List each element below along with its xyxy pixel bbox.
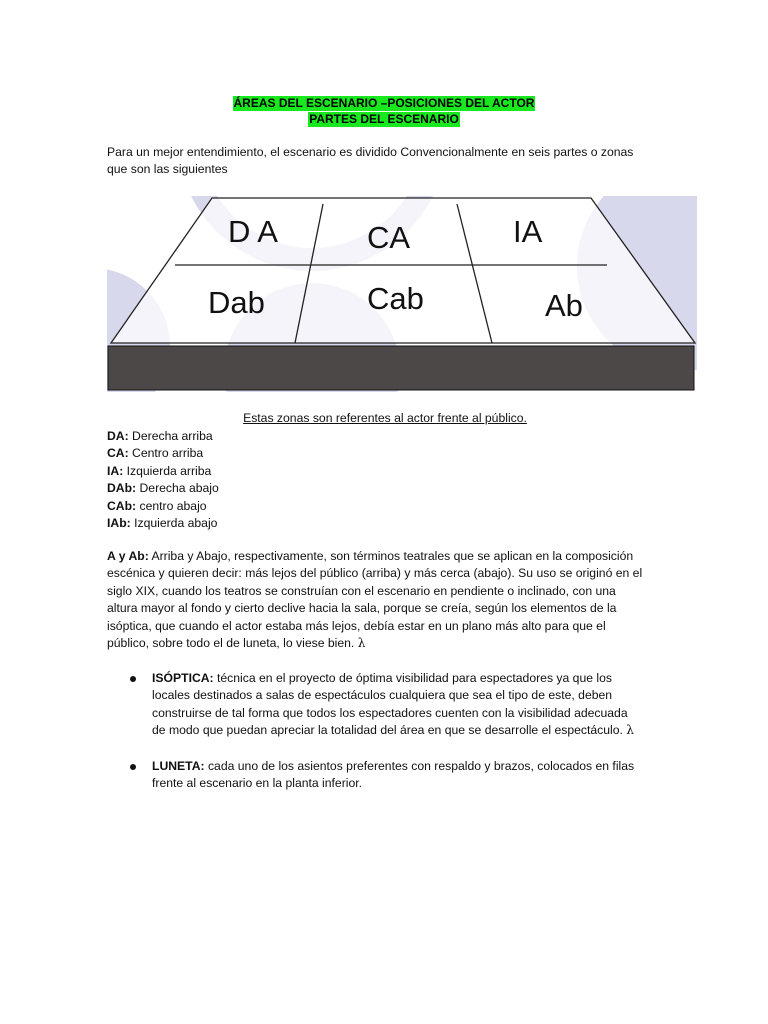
- legend-item: [107, 498, 407, 515]
- term-isoptica: ISÓPTICA:: [152, 671, 214, 685]
- legend-abbr: DA:: [107, 429, 129, 443]
- zones-caption: Estas zonas son referentes al actor frente al público.: [243, 411, 527, 425]
- zone-label-dab: Dab: [208, 285, 265, 320]
- paragraph-text: público, sobre todo el de luneta, lo viese bien.: [107, 636, 358, 651]
- paragraph-line: [107, 548, 655, 565]
- zone-label-ab: Ab: [545, 288, 583, 323]
- paragraph-text: Arriba y Abajo, respectivamente, son términos teatrales que se aplican en la composición: [148, 549, 634, 563]
- arriba-abajo-paragraph: [107, 548, 655, 652]
- legend-text: Centro arriba: [128, 446, 204, 461]
- paragraph-line: escénica y quieren decir: más lejos del público (arriba) y más cerca (abajo). Su uso se originó en el: [107, 566, 643, 581]
- legend-abbr: CAb:: [107, 498, 137, 513]
- title-line-1: ÁREAS DEL ESCENARIO –POSICIONES DEL ACTOR: [233, 96, 535, 110]
- paragraph-text: técnica en el proyecto de óptima visibilidad para espectadores ya que los: [213, 671, 612, 685]
- term-a-y-ab: A y Ab:: [107, 549, 149, 563]
- bullet-dot: [130, 764, 136, 770]
- legend-text: centro abajo: [136, 498, 207, 513]
- title-line-2: PARTES DEL ESCENARIO: [309, 112, 459, 126]
- legend-item: [107, 428, 407, 445]
- paragraph-line: [152, 670, 663, 687]
- lambda-symbol: λ: [626, 723, 635, 738]
- legend-abbr: CA:: [107, 446, 129, 461]
- stage-apron: [108, 346, 694, 390]
- legend-item: [107, 463, 407, 480]
- legend-text: Izquierda abajo: [130, 516, 218, 531]
- legend-item: [107, 480, 407, 497]
- list-item-isoptica: [107, 670, 663, 740]
- legend-abbr: DAb:: [107, 481, 137, 496]
- lambda-symbol: λ: [357, 636, 366, 651]
- paragraph-line: siglo XIX, cuando los teatros se construían con el escenario en pendiente o inclinado, con una: [107, 583, 616, 598]
- legend-text: Derecha arriba: [128, 429, 213, 443]
- legend-text: Derecha abajo: [136, 481, 219, 496]
- paragraph-line: altura mayor al fondo y cierto declive hacia la sala, porque se creía, según los elementos de la: [107, 601, 617, 616]
- paragraph-text: cada uno de los asientos preferentes con respaldo y brazos, colocados en filas: [204, 758, 635, 773]
- intro-line-1: Para un mejor entendimiento, el escenario es dividido Convencionalmente en seis partes o zonas: [107, 145, 634, 159]
- legend-item: [107, 515, 407, 532]
- list-item-luneta: [107, 758, 663, 793]
- paragraph-text: de modo que puedan apreciar la totalidad del área en que se desarrolle el espectáculo.: [152, 723, 627, 738]
- paragraph-line: frente al escenario en la planta inferior.: [152, 776, 363, 791]
- definitions-list: [107, 670, 663, 810]
- stage-zones-diagram: [107, 196, 697, 392]
- zone-label-ca: CA: [367, 220, 411, 255]
- term-luneta: LUNETA:: [152, 758, 205, 773]
- legend-abbr: IA:: [107, 463, 124, 478]
- zone-label-ia: IA: [513, 214, 543, 249]
- paragraph-line: [152, 758, 663, 775]
- zone-label-cab: Cab: [367, 281, 424, 316]
- zone-label-da: D A: [228, 214, 278, 249]
- paragraph-line: construirse de tal forma que todos los espectadores cuenten con la visibilidad adecuada: [152, 705, 628, 720]
- paragraph-line: locales destinados a salas de espectáculos cualquiera que sea el tipo de este, deben: [152, 688, 613, 703]
- legend-abbr: IAb:: [107, 516, 131, 531]
- document-title: [0, 94, 768, 126]
- intro-paragraph: [107, 144, 663, 179]
- paragraph-line: [152, 722, 663, 739]
- zones-legend: [107, 428, 407, 532]
- intro-line-2: que son las siguientes: [107, 162, 228, 177]
- legend-text: Izquierda arriba: [123, 463, 212, 478]
- legend-item: [107, 445, 407, 462]
- paragraph-line: [107, 635, 655, 652]
- paragraph-line: isóptica, que cuando el actor estaba más lejos, debía estar en un plano más alto para que el: [107, 618, 606, 633]
- bullet-dot: [130, 676, 136, 682]
